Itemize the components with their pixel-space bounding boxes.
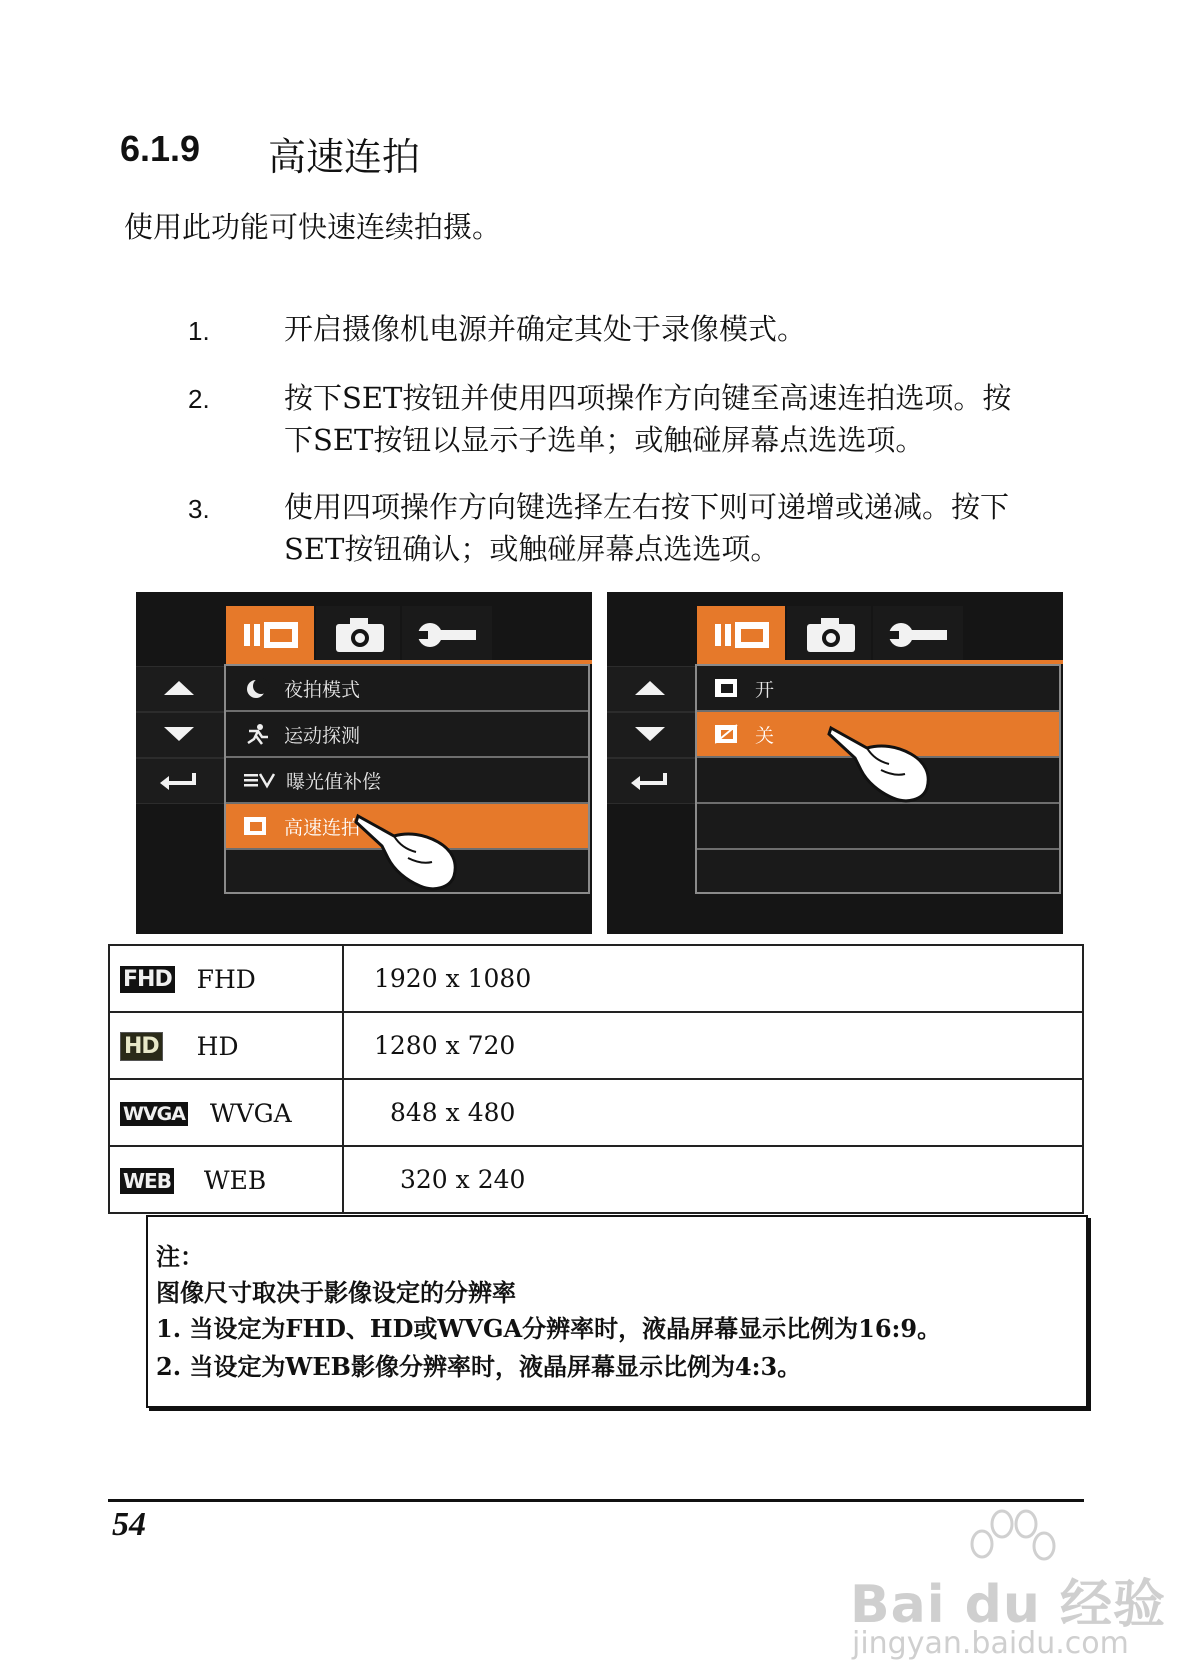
scroll-up-button[interactable] [607,666,695,712]
scroll-up-button[interactable] [136,666,224,712]
resolution-name: HD [196,1032,239,1061]
resolution-table [108,944,1084,1214]
step-2-number: 2. [188,384,210,414]
camera-icon [336,618,384,652]
watermark-brand: Bai du 经验 [850,1575,1166,1635]
table-row [109,1012,1083,1079]
triangle-down-icon [635,727,665,741]
menu-item-exposure[interactable] [226,758,588,804]
burst-icon [244,815,270,837]
burst-icon [715,677,741,699]
hd-badge-icon: HD [120,1032,163,1061]
return-arrow-icon [160,771,198,791]
resolution-name-cell [109,1079,343,1146]
resolution-name: WVGA [209,1099,292,1128]
pointing-hand-icon [354,810,466,894]
step-1-number: 1. [188,316,210,346]
scroll-down-button[interactable] [136,712,224,758]
resolution-name-cell [109,1146,343,1213]
moon-icon [244,677,270,699]
web-badge-icon: WEB [120,1168,174,1194]
step-3-text-line2: SET按钮确认；或触碰屏幕点选选项。 [284,532,780,566]
back-button[interactable] [136,758,224,804]
step-2-text-line2: 下SET按钮以显示子选单；或触碰屏幕点选选项。 [284,423,925,457]
menu-item-label: 夜拍模式 [284,678,361,701]
return-arrow-icon [631,771,669,791]
back-button[interactable] [607,758,695,804]
menu-item-empty [697,804,1059,850]
tab-settings[interactable] [873,606,963,662]
resolution-name: WEB [203,1166,267,1195]
table-row [109,945,1083,1012]
fhd-badge-icon: FHD [120,966,175,993]
resolution-size: 1920 x 1080 [374,964,532,993]
menu-item-night-mode[interactable] [226,666,588,712]
step-1-text: 开启摄像机电源并确定其处于录像模式。 [284,312,807,346]
triangle-up-icon [635,681,665,695]
section-number: 6.1.9 [120,128,201,169]
step-3-text-line1: 使用四项操作方向键选择左右按下则可递增或递减。按下 [284,490,1010,524]
baidu-paw-logo-icon [960,1508,1060,1568]
tab-video[interactable] [697,606,785,662]
tab-camera[interactable] [787,606,871,662]
footer-divider [108,1499,1084,1502]
resolution-size-cell [343,945,1083,1012]
ev-icon [244,769,280,791]
tab-video[interactable] [226,606,314,662]
tab-settings[interactable] [402,606,492,662]
resolution-size: 848 x 480 [390,1098,516,1127]
wrench-icon [889,620,947,650]
menu-item-label: 高速连拍 [284,816,361,839]
resolution-name-cell [109,945,343,1012]
burst-off-icon [715,723,741,745]
running-person-icon [244,723,270,745]
note-line-1: 图像尺寸取决于影像设定的分辨率 [156,1278,516,1307]
pointing-hand-icon [827,722,939,806]
menu-item-label: 曝光值补偿 [286,770,382,793]
note-line-2: 1. 当设定为FHD、HD或WVGA分辨率时，液晶屏幕显示比例为16:9。 [156,1314,942,1343]
video-mode-icon [244,622,298,648]
triangle-down-icon [164,727,194,741]
note-title: 注： [156,1242,204,1271]
resolution-size-cell [343,1079,1083,1146]
video-mode-icon [715,622,769,648]
wvga-badge-icon: WVGA [120,1102,188,1126]
camera-screen-right [607,592,1063,934]
resolution-size-cell [343,1146,1083,1213]
menu-item-label: 开 [755,678,775,701]
resolution-size-cell [343,1012,1083,1079]
menu-item-empty [697,850,1059,894]
step-3-number: 3. [188,494,210,524]
tab-camera[interactable] [316,606,400,662]
table-row [109,1146,1083,1213]
resolution-size: 320 x 240 [400,1165,526,1194]
watermark-url: jingyan.baidu.com [852,1626,1129,1661]
table-row [109,1079,1083,1146]
note-line-3: 2. 当设定为WEB影像分辨率时，液晶屏幕显示比例为4:3。 [156,1352,802,1381]
scroll-down-button[interactable] [607,712,695,758]
menu-item-on[interactable] [697,666,1059,712]
camera-screen-left [136,592,592,934]
wrench-icon [418,620,476,650]
note-box [146,1215,1088,1408]
resolution-size: 1280 x 720 [374,1031,516,1060]
menu-item-label: 运动探测 [284,724,361,747]
menu-item-label: 关 [755,724,775,747]
resolution-name-cell [109,1012,343,1079]
resolution-name: FHD [196,965,256,994]
menu-item-motion-detect[interactable] [226,712,588,758]
section-title: 高速连拍 [268,135,421,179]
page-number: 54 [112,1506,146,1543]
step-2-text-line1: 按下SET按钮并使用四项操作方向键至高速连拍选项。按 [284,381,1012,415]
intro-text: 使用此功能可快速连续拍摄。 [124,210,502,244]
triangle-up-icon [164,681,194,695]
camera-icon [807,618,855,652]
